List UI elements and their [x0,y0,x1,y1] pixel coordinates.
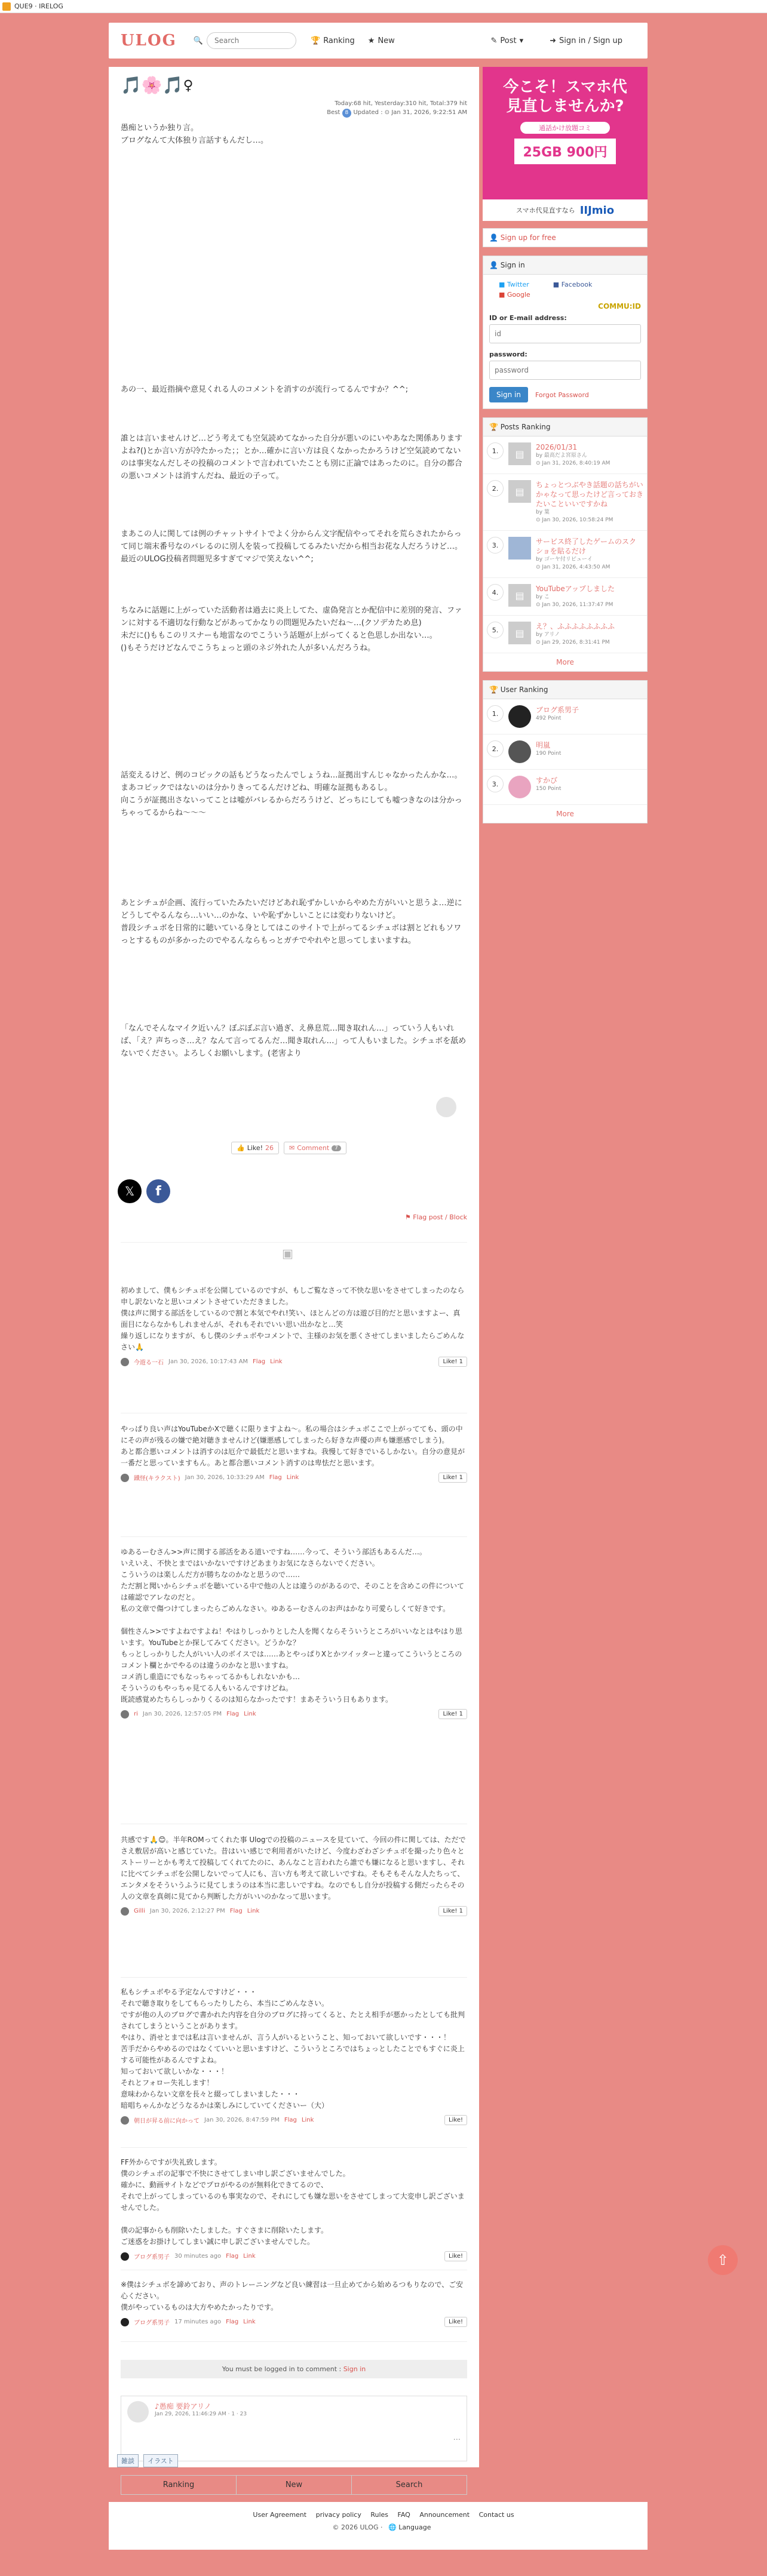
tab-new[interactable]: New [237,2476,352,2494]
trophy-icon: 🏆 [311,36,321,45]
comment-like-button[interactable] [438,1906,467,1916]
rank-info [536,480,643,524]
comment-item [121,1285,467,1413]
pencil-icon: ✎ [490,36,498,45]
avatar [121,1710,129,1719]
login-to-comment-note [121,2360,467,2378]
post-paragraph: あの一、最近指摘や意見くれる人のコメントを消すのが流行ってるんですか？^^; [121,385,409,394]
comment-link[interactable]: Link [301,2117,314,2123]
user-points: 492 Point [536,715,562,721]
comment-like-label: Like! [449,2253,463,2260]
document-icon: ▤ [508,442,531,465]
rank-info [536,584,615,609]
comment-text: ゆあるーむさん>>声に関する部活をある道いですね……今って、そういう部活もあるんだ…。 いえいえ、不快とまではいかないですけどあまりお気になさらないでください。 こういうのは楽しんだ方が勝ちなのかなと思うので…… ただ割と聞いからシチュボを聴いている中で他の人とは違うのがあるので、そのことを含めこの件については確認でアレなのだと。 私の文章で傷つけてしまったらごめんなさい。ゆあるーむさんのお声はかなり可愛らしくて好きです。 個性さん>>ですよねですよね！やはりしっかりとした人を聞くならそういうところがいいなとはやはり思います。YouTubeとか探してみてください。どうかな？ もっとしっかりした人がいい人のボイスでは……あとやっぱりXとかツイッターと違ってこういうところのコメント欄とかでやるのは違うのかなと思いますね。 コメ消し重造にでもなっちゃってるかもしれないかも… そういうのもやっちゃ見てる人もいるんですけどね。 既読感覚めたちらしっかりくるのは知らなかったです！まあそういう日もあります。 [121,1548,465,1704]
commu-id-logo[interactable]: COMMU:ID [598,302,641,311]
ad-price: 25GB 900円 [514,139,616,164]
avatar [121,2116,129,2125]
thumbs-up-icon: 👍 [237,1144,245,1152]
footer-links [0,2511,767,2519]
twitter-login[interactable] [499,281,529,288]
comment-like-label: Like! [449,2319,463,2325]
comment-like-button[interactable] [438,1709,467,1719]
comment-like-button[interactable] [438,1357,467,1367]
rank-number: 2. [487,480,504,497]
author-card-avatar [127,2401,149,2423]
comment-item [121,1834,467,1978]
rank-author: by アリノ [536,632,560,638]
comment-like-label: Like! [443,1711,458,1717]
site-favicon-icon [2,2,11,11]
rank-title: YouTubeアップしました [536,585,615,593]
document-icon: ▤ [508,622,531,644]
author-avatar [436,1097,456,1117]
like-button[interactable] [231,1142,279,1154]
comment-like-label: Like! [443,1908,458,1914]
post-paragraph: 愚痴というか独り言。 ブログなんて大体独り言話すもんだし…。 [121,124,269,145]
user-ranking-more[interactable]: More [556,810,574,818]
post-paragraph: 話変えるけど、例のコピックの話もどうなったんでしょうね…証拠出すんじゃなかったんかな…。 まあコピックではないのは分かりきってるんだけどね、明確な証拠もあるし。 向こうが証拠出さないってことは嘘がバレるからだろうけど、どっちにしても嘘つきなのは分かっちゃってるからね〜〜〜 [121,771,462,817]
author-name[interactable]: ♪愚痴 要鈴アリノ [155,2402,211,2411]
trophy-icon: 🏆 [489,423,498,431]
signup-link[interactable] [489,233,556,242]
comment-flag[interactable]: Flag [269,1474,282,1481]
user-info [536,740,561,758]
author-card-row [127,2401,461,2423]
flag-post-label: Flag post / Block [413,1213,467,1221]
comment-time: Jan 30, 2026, 8:47:59 PM [204,2117,280,2123]
user-info [536,776,561,793]
tab-search[interactable]: Search [395,2480,423,2489]
comment-flag[interactable]: Flag [253,1358,266,1365]
user-points: 150 Point [536,786,562,792]
rank-date: ⊙ Jan 30, 2026, 11:37:47 PM [536,602,613,608]
comment-user[interactable]: Gilli [134,1908,145,1914]
footer-link-rules[interactable]: Rules [370,2511,389,2519]
rank-title: サービス終了したゲームのスクショを貼るだけ [536,537,637,555]
comment-like-count: 1 [459,1908,463,1914]
comment-time: Jan 30, 2026, 10:33:29 AM [185,1474,265,1481]
caret-down-icon: ▾ [519,36,524,45]
comment-link[interactable]: Link [270,1358,283,1365]
nav-ranking-link[interactable] [311,36,355,45]
comment-link[interactable]: Link [247,1908,260,1914]
rank-number: 2. [487,740,504,757]
post-meta [121,99,467,118]
rank-number: 1. [487,705,504,722]
user-info [536,705,579,723]
comment-link[interactable]: Link [243,2319,256,2325]
posts-ranking-more[interactable]: More [556,658,574,666]
comment-like-button[interactable] [444,2115,467,2125]
comment-flag[interactable]: Flag [226,1711,240,1717]
comment-flag[interactable]: Flag [226,2319,239,2325]
tag-chip[interactable]: 雑談 [117,2454,139,2467]
twitter-icon: ■ [499,281,505,288]
nav-post-menu[interactable] [490,36,523,45]
signin-heading: Sign in [500,261,525,269]
comment-text: 初めまして、僕もシチュボを公開しているのですが、もしご覧なさって不快な思いをさせてしまったのなら申し訳ないなと思いコメントさせていただきました。 僕は声に関する部活をしているので割と本気でやれ!笑い、ほとんどの方は遊び目的だと思いますよー、真面目にならなかもしれませんが、それもそれでいい思い出かなと…笑 繰り返しになりますが、もし僕のシチュボやコメントで、主様のお気を悪くさせてしまいましたらごめんなさい🙏 [121,1286,465,1351]
star-icon: ★ [367,36,375,45]
avatar [121,2318,129,2326]
comment-text: FF外からですが失礼致します。 僕のシチュボの記事で不快にさせてしまい申し訳ございませんでした。 確かに、動画サイトなどでプロがやるのが無料化できてるので、 それで上がってしまっているのも事実なので、それにしても嫌な思いをさせてしまって大変申し訳ございませんでした。 僕の記事からも削除いたしました。すぐさまに削除いたします。 ご迷惑をお掛けしてしまい誠に申し訳ございませんでした。 [121,2158,465,2246]
author-meta: Jan 29, 2026, 11:46:29 AM · 1 · 23 [155,2411,247,2417]
comment-icon: ✉ [289,1144,295,1152]
posts-ranking-item[interactable] [483,474,647,531]
user-points: 190 Point [536,751,562,757]
rank-info [536,622,615,647]
login-note-signin-link[interactable]: Sign in [343,2365,366,2373]
comment-count: 7 [332,1145,341,1151]
posts-ranking-heading: Posts Ranking [500,423,551,431]
comment-time: Jan 30, 2026, 10:17:43 AM [168,1358,248,1365]
signup-panel [483,228,648,247]
social-logins [489,281,641,299]
avatar [508,740,531,763]
posts-ranking-item[interactable] [483,578,647,616]
comment-user[interactable]: 鐵怪(キラクスト) [134,1475,180,1482]
tag-list [117,2454,180,2467]
comment-user[interactable]: ri [134,1711,138,1717]
rank-author: by ゴーヤ付リビューイ [536,557,593,562]
user-name: 明嵐 [536,741,551,749]
comment-link[interactable]: Link [243,2253,256,2260]
user-icon: 👤 [489,261,498,269]
rank-number: 1. [487,442,504,459]
comment-footer [121,1357,467,1367]
ad-pill: 通話かけ放題コミ [520,122,610,134]
document-icon: ▤ [508,584,531,607]
user-ranking-item[interactable] [483,699,647,734]
avatar [121,2252,129,2261]
post-hit-stats: Today:68 hit, Yesterday:310 hit, Total:379 hit [335,100,467,107]
updated-time: Updated : ⊙ Jan 31, 2026, 9:22:51 AM [353,109,467,116]
comment-footer [121,2251,467,2261]
signin-panel [483,256,648,409]
best-label: Best [327,109,340,116]
post-paragraph: 「なんでそんなマイク近いん？ぼぶぼぶ言い過ぎ、え鼻息荒…聞き取れん…」っていう人もいれば、「え？声ちっさ…え？なんて言ってるんだ…聞き取れん…」って人もいました。シチュボを舐めないでください。よろしくお願いします。(老害より [121,1024,467,1058]
user-ranking-heading: User Ranking [500,686,548,694]
facebook-login[interactable] [553,281,593,288]
rank-date: ⊙ Jan 30, 2026, 10:58:24 PM [536,517,613,523]
comment-label: Comment [297,1144,330,1152]
avatar [121,1907,129,1916]
avatar [508,776,531,798]
avatar [508,705,531,728]
comment-time: Jan 30, 2026, 2:12:27 PM [149,1908,225,1914]
google-login[interactable] [499,291,530,299]
language-label: Language [398,2523,431,2531]
comment-footer [121,1709,467,1719]
posts-ranking-header [483,418,647,436]
comment-time: Jan 30, 2026, 12:57:05 PM [142,1711,222,1717]
comment-link[interactable]: Link [286,1474,299,1481]
post-paragraph: あとシチュが企画、流行っていたみたいだけどあれ恥ずかしいからやめた方がいいと思うよ…逆にどうしてやるんなら…いい…のかな、いや恥ずかしいことには変わりないけど。 普段シチュボを日常的に聴いている身としてはこのサイトで上がってるシチュボは割とどれもソワっとするものが多かったのでやるんならもっとガチでやれやと思ってしまいますね。 [121,899,462,945]
language-selector[interactable] [388,2523,431,2531]
password-input[interactable] [489,361,641,380]
footer [0,2511,767,2531]
ad-footer [483,199,648,221]
twitter-label: Twitter [507,281,529,288]
rank-date: ⊙ Jan 31, 2026, 8:40:19 AM [536,460,610,466]
comment-item [121,2279,467,2342]
comment-text: 共感です🙏😊。半年ROMってくれた事 Ulogでの投稿のニュースを見ていて、今回の件に関しては、ただでさえ敷居が高いと感じていた。昔はいい感じで利用者がいたけど、今度わざわざシチュボを撮ったり色々とストーリーとかも考えて投稿してくれてたのに、あんなこと言われたら誰でも嫌になると思いますし、それに比べてシチュボを公開しないでって人にも、言い方も考えて欲しいですね。そもそもそんな人たちって、エンタメをそういうふうに見てしまうのは本当に悲しいですね。なのでもし自分が投稿する側だったらその人の文章を真剣に見てから判断した方がいいのかなって思います。 [121,1836,466,1901]
post-paragraph: まあこの人に関しては例のチャットサイトでよく分からん文字配信やってそれを荒らされたからって同じ端末番号なのバレるのに別人を装って投稿してるみたいだから相当お花な人だろうけど…。 最近のULOG投稿者問題児多すぎてマジで笑えない^^; [121,530,463,564]
signin-button[interactable]: Sign in [489,387,528,402]
comment-item [121,1424,467,1537]
comment-button[interactable] [284,1142,346,1154]
comment-text: 私もシチュボやる予定なんですけど・・・ それで聴き取りをしてもらったりしたら、本当にごめんなさい。 ですが他の人のブログで書かれた内容を自分のブログに持ってくると、たとえ相手が悪かったとしても批判されてしまうということがあります。 やはり、消せとまでは私は言いませんが、言う人がいるということ、知っておいて欲しいです・・・！ 苦手だからやめるのではなくていいと思いますけど、こういうところではちょっとしたことでもすぐに炎上する可能性があるんですよね。 知っておいて欲しいかな・・・！ それとフォロー失礼します！ 意味わからない文章を長々と綴ってしまいました・・・ 暗唱ちゃんかなどうなるかは楽しみにしていてくださいー（大） [121,1988,465,2110]
author-card [121,2396,467,2461]
comment-like-label: Like! [449,2117,463,2123]
comment-flag[interactable]: Flag [226,2253,239,2260]
comment-item [121,1547,467,1824]
rank-title: ちょっとつぶやき話題の話ちがいかゃなって思ったけど言っておきたいこといいですかね [536,481,644,508]
search-icon: 🔍 [193,36,203,45]
ad-foot-text: スマホ代見直すなら [516,207,575,214]
posts-ranking-item[interactable] [483,436,647,474]
footer-copyright: © 2026 ULOG [332,2523,379,2531]
comment-like-button[interactable] [438,1473,467,1483]
navbar [109,23,648,59]
password-label: password: [489,351,527,358]
document-icon: ▤ [508,480,531,503]
footer-link-privacy[interactable]: privacy policy [315,2511,361,2519]
comment-like-count: 1 [459,1474,463,1481]
nav-new-label: New [378,36,395,45]
comments-icon: ▣ [282,1246,293,1261]
posts-ranking-item[interactable] [483,531,647,578]
user-ranking-header [483,681,647,699]
post-action-buttons [231,1142,346,1154]
comment-like-button[interactable] [444,2251,467,2261]
comment-link[interactable]: Link [244,1711,256,1717]
rank-number: 3. [487,537,504,554]
comment-like-count: 1 [459,1711,463,1717]
comment-like-button[interactable] [444,2317,467,2327]
author-date: Jan 29, 2026, 11:46:29 AM [155,2411,226,2417]
flag-post-link[interactable] [405,1213,467,1221]
user-ranking-panel [483,680,648,823]
rank-title: え？、ふふふふふふふふ [536,622,615,631]
rank-number: 5. [487,622,504,638]
nav-signin-link[interactable] [550,36,622,45]
author-more[interactable]: ... [453,2433,461,2442]
post-paragraph: 誰とは言いませんけど…どう考えても空気読めてなかった自分が悪いのにいやあなた関係ありますよね?()とか言い方が冷たかった；；とか…確かに言い方は良くなかったかろうけど空気読めてないのは事実なんだしその投稿のコメントで言われていたことも別に正論ではあったのに。自分の都合の悪いコメントは消すんだね、最近の子って。 [121,434,463,481]
author-card-info [155,2401,247,2423]
best-badge: 8 [342,109,352,118]
avatar [121,1358,129,1366]
comment-time: 30 minutes ago [174,2253,222,2260]
rank-author: by 葉 [536,509,550,515]
comment-footer [121,1906,467,1916]
flag-icon: ⚑ [404,1213,411,1221]
sidebar [483,67,648,832]
comment-time: 17 minutes ago [174,2319,222,2325]
google-icon: ■ [499,291,505,299]
comment-like-label: Like! [443,1358,458,1365]
search-box [194,32,296,49]
comment-text: ※僕はシチュボを諦めており、声のトレーニングなど良い練習は一旦止めてから始めるつもりなので、ご安心ください。 僕がやっているものは大方やめたかったりです。 [121,2280,464,2311]
footer-copy-row: © 2026 ULOG · 🌐 Language [332,2523,431,2531]
comment-user[interactable]: ブログ系男子 [134,2320,170,2326]
comment-like-label: Like! [443,1474,458,1481]
brand-logo[interactable]: ULOG [121,32,177,50]
ad-line2: 見直しませんか? [506,97,624,115]
posts-ranking-item[interactable] [483,616,647,653]
google-label: Google [507,291,530,299]
like-count: 26 [265,1144,274,1152]
comment-flag[interactable]: Flag [284,2117,297,2123]
rank-number: 4. [487,584,504,601]
posts-ranking-panel [483,417,648,672]
user-ranking-item[interactable] [483,770,647,805]
nav-signin-label: Sign in / Sign up [559,36,622,45]
rank-author: by 最高だよ宮原さん [536,453,587,459]
footer-link-contact[interactable]: Contact us [478,2511,514,2519]
forgot-password-link[interactable]: Forgot Password [535,391,589,399]
ad-banner[interactable] [483,67,648,221]
share-facebook-icon[interactable]: f [146,1179,170,1203]
signin-icon: ➜ [550,36,557,45]
id-input[interactable] [489,324,641,343]
id-label: ID or E-mail address: [489,314,567,322]
user-name: すかび [536,776,558,785]
scroll-to-top-button[interactable] [708,2245,738,2275]
tab-ranking[interactable]: Ranking [121,2476,237,2494]
signup-label: Sign up for free [500,233,556,242]
nav-right [490,36,636,45]
main-content [109,67,479,2489]
rank-author: by こ [536,594,550,600]
comment-footer [121,2115,467,2125]
signin-panel-body [483,275,647,408]
comment-footer [121,1473,467,1483]
facebook-icon: ■ [553,281,560,288]
comment-footer [121,2317,467,2327]
like-label: Like! [247,1144,263,1152]
bottom-tabs [121,2475,467,2495]
post-title: 🎵🌸🎵♀ [121,75,194,95]
rank-info [536,442,610,468]
rank-date: ⊙ Jan 31, 2026, 4:43:50 AM [536,564,610,570]
rank-number: 3. [487,776,504,792]
thumbnail-image [508,537,531,560]
tag-chip[interactable]: イラスト [143,2454,178,2467]
avatar [121,1474,129,1482]
topstrip-title: QUE9 · IRELOG [14,2,63,10]
footer-link-faq[interactable]: FAQ [397,2511,410,2519]
comment-like-count: 1 [459,1358,463,1365]
author-stats: 1 · 23 [231,2411,247,2417]
trophy-icon: 🏆 [489,686,498,694]
user-ranking-item[interactable] [483,734,647,770]
rank-info [536,537,643,571]
post-meta-line2 [121,108,467,118]
signin-panel-header [483,256,647,275]
ad-line1: 今こそ！スマホ代 [503,78,627,96]
user-plus-icon: 👤 [489,233,498,242]
search-input[interactable] [207,32,296,49]
signin-actions [489,387,641,402]
share-x-icon[interactable]: 𝕏 [118,1179,142,1203]
rank-date: ⊙ Jan 29, 2026, 8:31:41 PM [536,640,610,645]
divider [121,1242,467,1243]
nav-post-label: Post [500,36,517,45]
comment-user[interactable]: 朝日が昇る前に向かって [134,2118,200,2125]
comment-flag[interactable]: Flag [229,1908,243,1914]
comment-user[interactable]: ブログ系男子 [134,2254,170,2261]
nav-ranking-label: Ranking [323,36,355,45]
login-note-text: You must be logged in to comment : [222,2365,343,2373]
comment-item [121,2157,467,2270]
user-name: ブログ系男子 [536,706,579,714]
comment-user[interactable]: 今遊る一石 [134,1360,164,1366]
share-buttons [118,1179,170,1203]
footer-link-announcement[interactable]: Announcement [419,2511,470,2519]
arrow-up-icon: ⇧ [716,2252,729,2268]
browser-topstrip [0,0,767,13]
ad-brand: IIJmio [579,204,615,217]
facebook-label: Facebook [561,281,593,288]
comment-text: やっぱり良い声はYouTubeかXで聴くに限りますよね〜。私の場合はシチュボここで上がってても、頭の中にその声が残るの嫌で絶対聴きませんけど(嫌悪感してしまったら好きな声優の声も嫌悪感でしまう)。 あと都合悪いコメントは消すのは厄介で最低だと思いますね。我慢して好きでいるしかない。自分の意見が一番だと思っていますもん。あと都合悪いコメント消すのは卑怯だと思います。 [121,1425,465,1467]
globe-icon: 🌐 [388,2523,397,2531]
comment-item [121,1987,467,2148]
nav-new-link[interactable] [368,36,395,45]
rank-title: 2026/01/31 [536,443,578,451]
footer-link-agreement[interactable]: User Agreement [253,2511,307,2519]
post-paragraph: ちなみに話題に上がっていた活動者は過去に炎上してた、虚偽発言とか配信中に差別的発言、ファンに対する不適切な行動などがあってかなりの問題児みたいだね〜…(クソデカため息) 未だに()ももこのリスナーも地雷なのでこういう話題が上がってくると色思しか出ない…。 ()もそうだけどなんでこうちょっと頭のネジ外れた人が多いんだろうね。 [121,606,462,653]
